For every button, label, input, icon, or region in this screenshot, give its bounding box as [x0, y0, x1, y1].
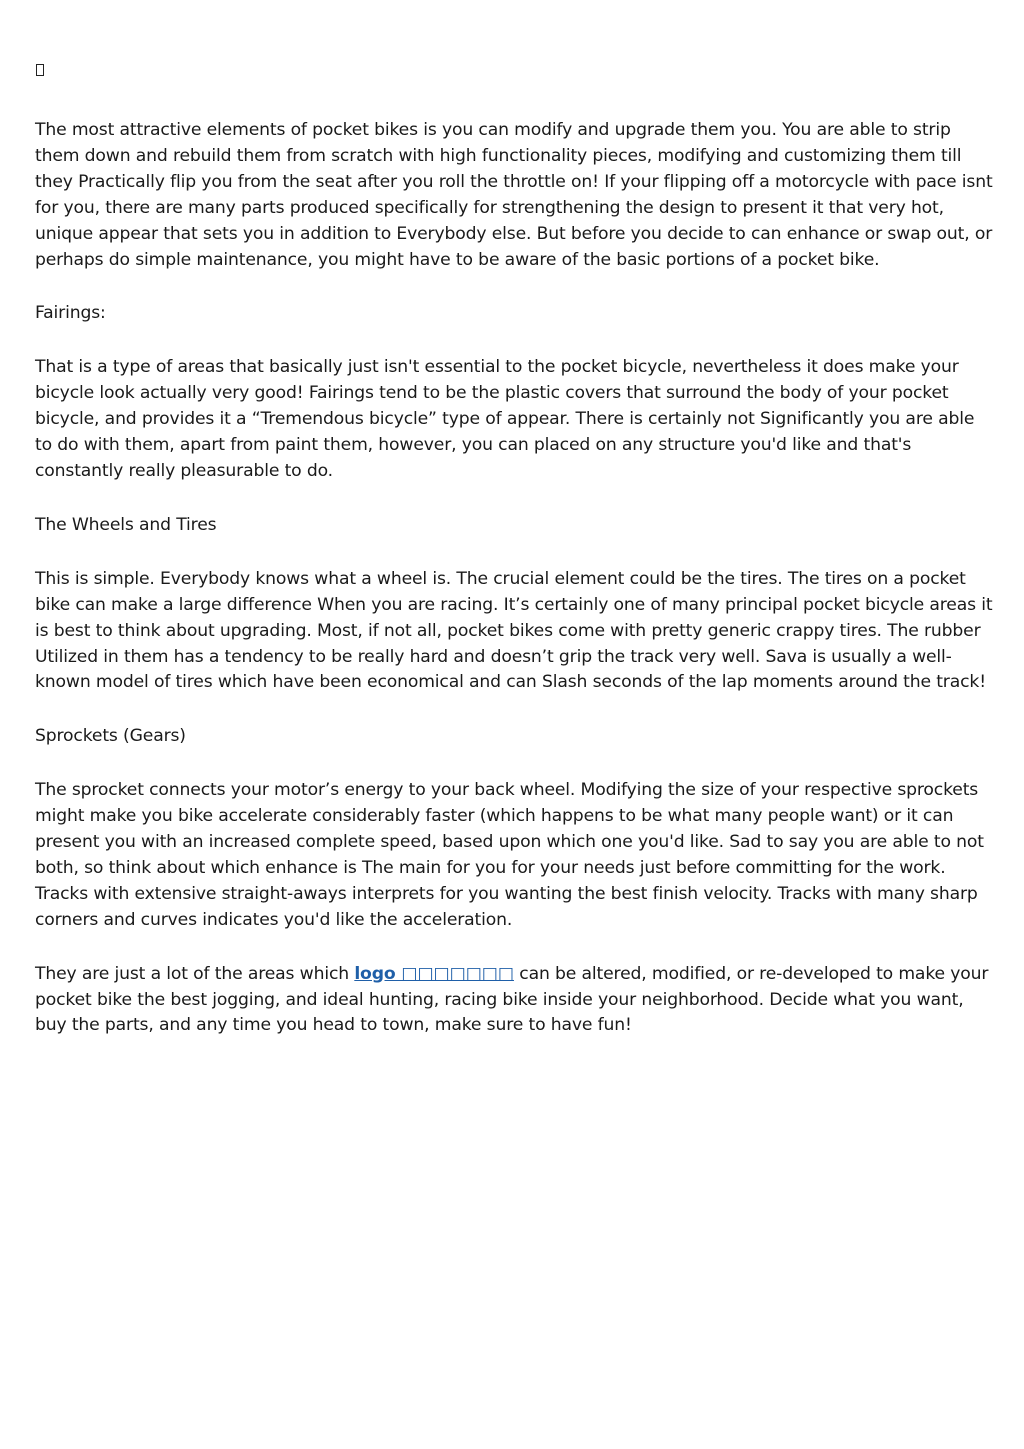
missing-glyph-icon: [36, 64, 44, 76]
document-page: [35, 64, 993, 1067]
closing-paragraph: [35, 962, 993, 1040]
heading-fairings: Fairings:: [35, 303, 106, 324]
closing-text-after-link: can be altered, modified, or re-developed to make your pocket bike the best jogging, and ideal hunting, racing bike inside your neighborhood. Decide what you want, buy the parts, and any time you head to town, make sure to have fun!: [35, 963, 989, 1036]
heading-sprockets: Sprockets (Gears): [35, 726, 186, 747]
intro-paragraph: The most attractive elements of pocket bikes is you can modify and upgrade them you. You are able to strip them down and rebuild them from scratch with high functionality pieces, modifying and customizing them till they Practically flip you from the seat after you roll the throttle on! If your flipping off a motorcycle with pace isnt for you, there are many parts produced specifically for strengthening the design to present it that very hot, unique appear that sets you in addition to Everybody else. But before you decide to can enhance or swap out, or perhaps do simple maintenance, you might have to be aware of the basic portions of a pocket bike.: [35, 120, 993, 270]
fairings-paragraph: That is a type of areas that basically just isn't essential to the pocket bicycle, nevertheless it does make your bicycle look actually very good! Fairings tend to be the plastic covers that surround the body of your pocket bicycle, and provides it a “Tremendous bicycle” type of appear. There is certainly not Significantly you are able to do with them, apart from paint them, however, you can placed on any structure you'd like and that's constantly really pleasurable to do.: [35, 357, 975, 481]
heading-wheels-tires: The Wheels and Tires: [35, 514, 217, 535]
closing-text-before-link: They are just a lot of the areas which: [35, 963, 355, 984]
sprockets-paragraph: The sprocket connects your motor’s energy to your back wheel. Modifying the size of your respective sprockets might make you bike accelerate considerably faster (which happens to be what many people want) or it can present you with an increased complete speed, based upon which one you'd like. Sad to say you are able to not both, so think about which enhance is The main for you for your needs just before committing for the work. Tracks with extensive straight-aways interprets for you wanting the best finish velocity. Tracks with many sharp corners and curves indicates you'd like the acceleration.: [35, 780, 984, 930]
logo-link[interactable]: logo □□□□□□□: [354, 963, 514, 984]
wheels-tires-paragraph: This is simple. Everybody knows what a wheel is. The crucial element could be the tires. The tires on a pocket bike can make a large difference When you are racing. It’s certainly one of many principal pocket bicycle areas it is best to think about upgrading. Most, if not all, pocket bikes come with pretty generic crappy tires. The rubber Utilized in them has a tendency to be really hard and doesn’t grip the track very well. Sava is usually a well-known model of tires which have been economical and can Slash seconds of the lap moments around the track!: [35, 568, 993, 693]
